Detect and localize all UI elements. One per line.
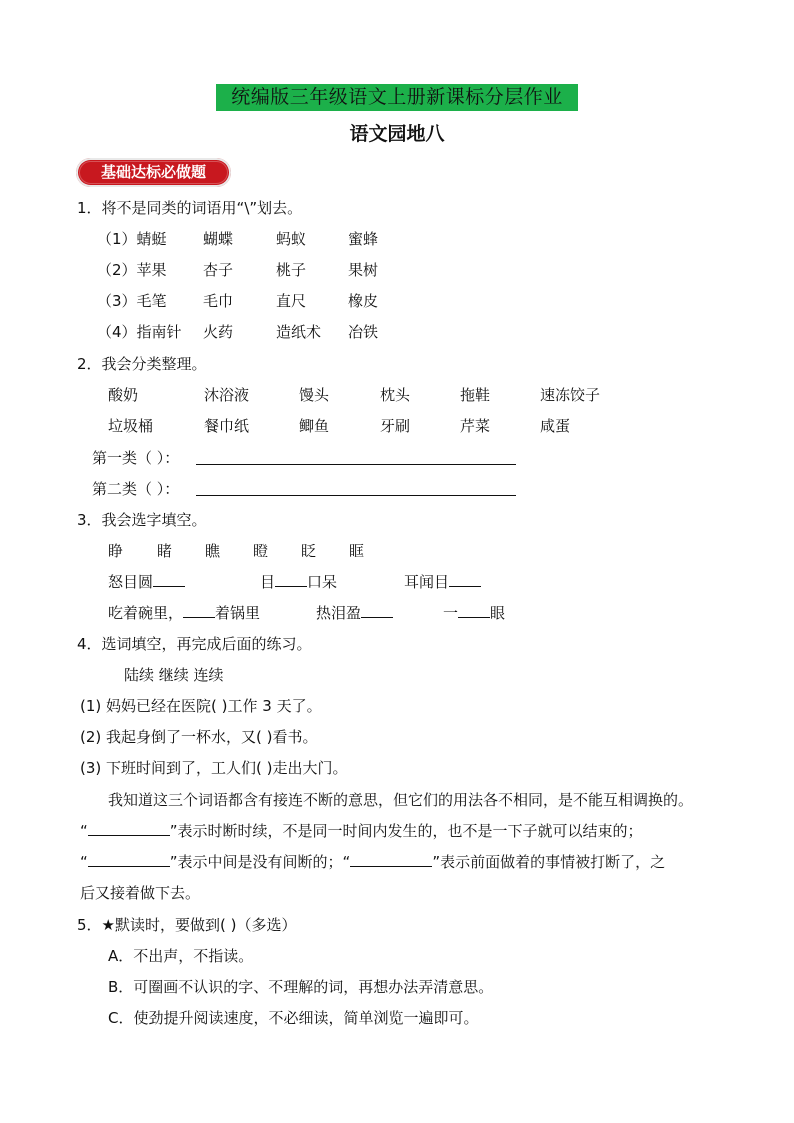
q3-blank[interactable]	[449, 572, 481, 587]
q4-paragraph-line-3	[80, 852, 665, 872]
q3-idiom	[404, 572, 481, 592]
q3-idiom-text: 着锅里	[215, 604, 261, 622]
q1-word: 蝴蝶	[203, 230, 234, 248]
q3-idiom	[108, 572, 185, 592]
q1-prompt: 1．将不是同类的词语用“\”划去。	[77, 199, 303, 217]
q3-idiom	[108, 603, 260, 623]
q2-item: 拖鞋	[460, 386, 491, 404]
q1-word: （4）指南针	[97, 323, 182, 341]
q1-word: （1）蜻蜓	[97, 230, 167, 248]
q3-char: 睹	[157, 542, 173, 560]
q5-option-a[interactable]: A．不出声，不指读。	[108, 947, 254, 965]
q3-blank[interactable]	[458, 603, 490, 618]
q1-word: 杏子	[203, 261, 234, 279]
q2-category-2-answer-line[interactable]	[196, 495, 516, 496]
q4-quote-open: “	[80, 822, 88, 840]
q4-quote-open: “	[80, 853, 88, 871]
q3-idiom-text: 眼	[490, 604, 506, 622]
q3-idiom	[443, 603, 505, 623]
q2-prompt: 2．我会分类整理。	[77, 355, 207, 373]
q4-prompt: 4．选词填空，再完成后面的练习。	[77, 635, 312, 653]
q5-prompt: 5．★默读时，要做到( )（多选）	[77, 916, 297, 934]
q2-item: 餐巾纸	[204, 417, 250, 435]
q3-char: 瞧	[205, 542, 221, 560]
q3-char: 睁	[108, 542, 124, 560]
q3-idiom-text: 目	[260, 573, 276, 591]
q2-item: 鲫鱼	[299, 417, 330, 435]
q2-item: 咸蛋	[540, 417, 571, 435]
q2-item: 酸奶	[108, 386, 139, 404]
q3-char: 瞪	[253, 542, 269, 560]
q4-blank-3[interactable]	[350, 852, 432, 867]
q3-blank[interactable]	[153, 572, 185, 587]
q1-word: 冶铁	[348, 323, 379, 341]
q2-item: 枕头	[380, 386, 411, 404]
q3-idiom-text: 怒目圆	[108, 573, 154, 591]
q2-category-1-answer-line[interactable]	[196, 464, 516, 465]
q1-word: 桃子	[276, 261, 307, 279]
q3-char: 眨	[301, 542, 317, 560]
q2-category-1-label: 第一类（ ）：	[92, 449, 180, 467]
q3-idiom-text: 耳闻目	[404, 573, 450, 591]
q1-word: 造纸术	[276, 323, 322, 341]
q2-item: 垃圾桶	[108, 417, 154, 435]
q4-word-bank: 陆续 继续 连续	[124, 666, 224, 684]
q1-word: 蜜蜂	[348, 230, 379, 248]
q1-word: 直尺	[276, 292, 307, 310]
q3-char: 眶	[349, 542, 365, 560]
q3-idiom-text: 一	[443, 604, 459, 622]
q2-item: 馒头	[299, 386, 330, 404]
q3-blank[interactable]	[183, 603, 215, 618]
q3-prompt: 3．我会选字填空。	[77, 511, 207, 529]
q3-idiom	[260, 572, 337, 592]
q1-word: （2）苹果	[97, 261, 167, 279]
q4-paragraph-line-1: 我知道这三个词语都含有接连不断的意思，但它们的用法各不相同，是不能互相调换的。	[108, 791, 694, 809]
q5-option-c[interactable]: C．使劲提升阅读速度，不必细读，简单浏览一遍即可。	[108, 1009, 479, 1027]
q4-sentence-3: (3) 下班时间到了，工人们( )走出大门。	[80, 759, 348, 777]
q4-text: ”表示时断时续，不是同一时间内发生的，也不是一下子就可以结束的；	[169, 822, 643, 840]
unit-title: 语文园地八	[349, 123, 445, 145]
q2-category-2-label: 第二类（ ）：	[92, 480, 180, 498]
q4-text: ”表示中间是没有间断的；“	[169, 853, 351, 871]
q5-option-b[interactable]: B．可圈画不认识的字、不理解的词，再想办法弄清意思。	[108, 978, 494, 996]
q3-idiom-text: 吃着碗里，	[108, 604, 184, 622]
q2-item: 芹菜	[460, 417, 491, 435]
series-title-banner: 统编版三年级语文上册新课标分层作业	[216, 84, 578, 111]
q4-sentence-2: (2) 我起身倒了一杯水，又( )看书。	[80, 728, 318, 746]
section-badge: 基础达标必做题	[76, 158, 231, 187]
q2-item: 速冻饺子	[540, 386, 601, 404]
q4-paragraph-line-2	[80, 821, 643, 841]
q4-sentence-1: (1) 妈妈已经在医院( )工作 3 天了。	[80, 697, 322, 715]
q2-item: 牙刷	[380, 417, 411, 435]
q2-item: 沐浴液	[204, 386, 250, 404]
q4-text: ”表示前面做着的事情被打断了，之	[432, 853, 666, 871]
q1-word: 果树	[348, 261, 379, 279]
q1-word: 毛巾	[203, 292, 234, 310]
q1-word: 橡皮	[348, 292, 379, 310]
q3-idiom	[316, 603, 393, 623]
q1-word: 蚂蚁	[276, 230, 307, 248]
q4-blank-2[interactable]	[88, 852, 170, 867]
q4-blank-1[interactable]	[88, 821, 170, 836]
q3-blank[interactable]	[275, 572, 307, 587]
q3-idiom-text: 口呆	[307, 573, 338, 591]
q3-idiom-text: 热泪盈	[316, 604, 362, 622]
q1-word: 火药	[203, 323, 234, 341]
q4-paragraph-line-4: 后又接着做下去。	[80, 884, 201, 902]
q1-word: （3）毛笔	[97, 292, 167, 310]
q3-blank[interactable]	[361, 603, 393, 618]
